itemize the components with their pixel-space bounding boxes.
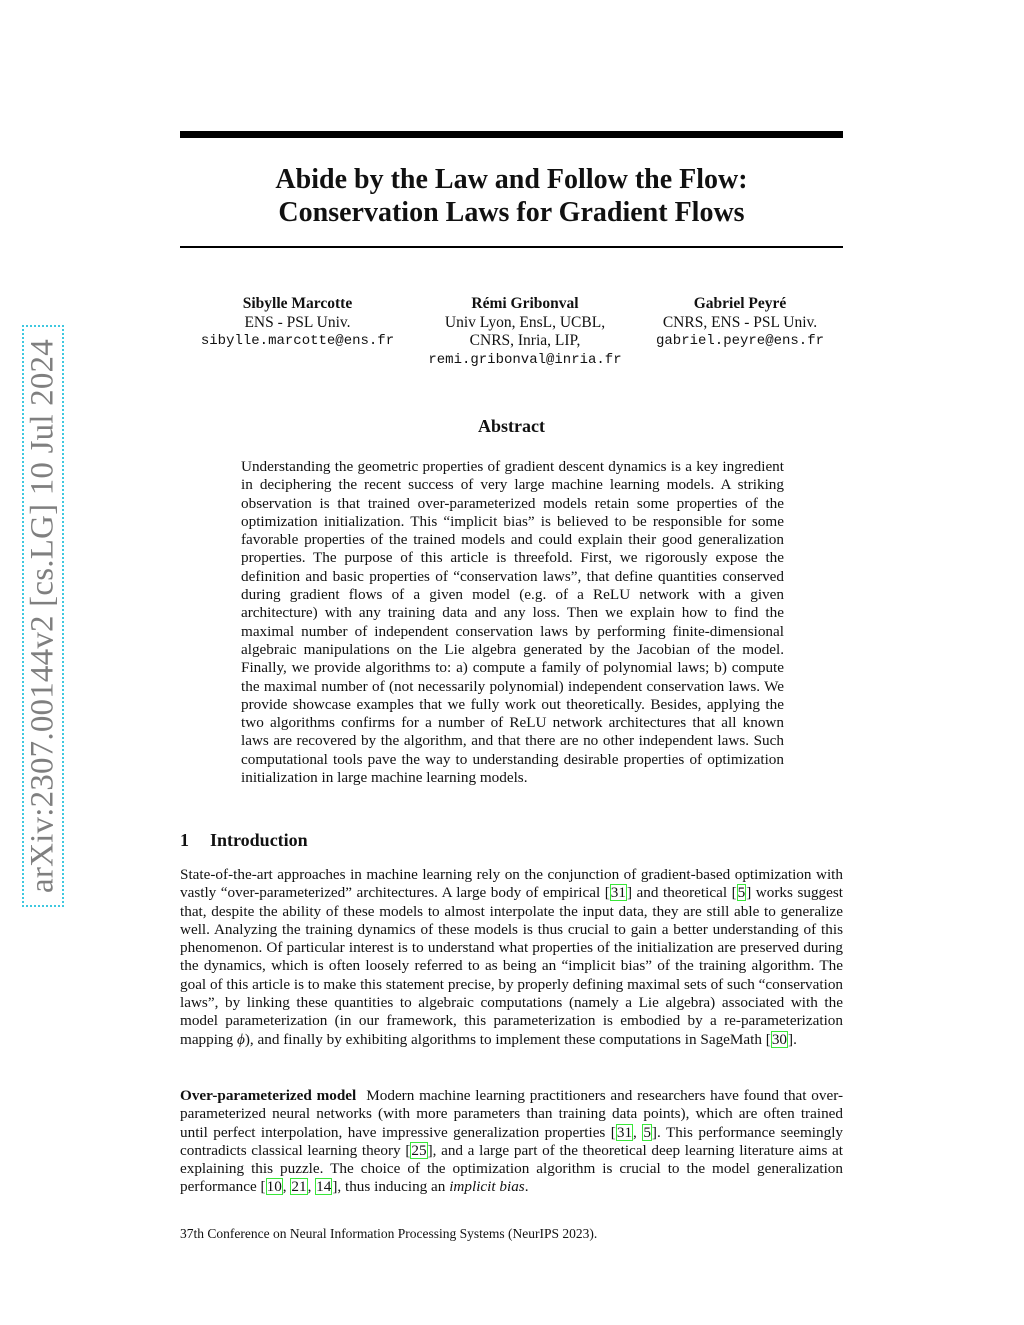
author-email[interactable]: remi.gribonval@inria.fr	[428, 351, 622, 368]
author-affiliation: CNRS, ENS - PSL Univ.	[662, 313, 818, 331]
conference-footer: 37th Conference on Neural Information Processing Systems (NeurIPS 2023).	[180, 1226, 598, 1241]
title-line-2: Conservation Laws for Gradient Flows	[278, 197, 745, 228]
citation-link[interactable]: 5	[737, 884, 746, 902]
emphasis: implicit bias	[449, 1178, 525, 1196]
citation-link[interactable]: 31	[616, 1123, 633, 1141]
section-heading	[180, 830, 308, 851]
arxiv-stamp	[22, 325, 64, 907]
title-line-1: Abide by the Law and Follow the Flow:	[275, 164, 748, 195]
paper-title	[180, 163, 843, 229]
title-top-rule	[180, 131, 843, 138]
author-name: Rémi Gribonval	[471, 295, 579, 312]
arxiv-stamp-text: arXiv:2307.00144v2 [cs.LG] 10 Jul 2024	[24, 339, 61, 893]
author-name: Sibylle Marcotte	[242, 295, 353, 312]
author-email[interactable]: sibylle.marcotte@ens.fr	[200, 333, 395, 349]
citation-link[interactable]: 21	[291, 1178, 307, 1196]
citation-link[interactable]: 10	[266, 1178, 282, 1196]
author-affiliation: Univ Lyon, EnsL, UCBL,	[444, 313, 606, 331]
abstract-heading: Abstract	[478, 416, 545, 436]
author-block-2	[415, 295, 635, 369]
section-number: 1	[180, 830, 189, 850]
citation-link[interactable]: 14	[316, 1178, 332, 1196]
citation-link[interactable]: 30	[771, 1030, 788, 1048]
section-title: Introduction	[210, 830, 308, 850]
citation-link[interactable]: 31	[610, 884, 626, 902]
author-affiliation: CNRS, Inria, LIP,	[469, 332, 581, 349]
paragraph-heading: Over-parameterized model	[180, 1087, 357, 1104]
title-bottom-rule	[180, 246, 843, 248]
overparam-paragraph: Over-parameterized model Modern machine learning practitioners and researchers have found that over-parameterized neural networks (with more parameters than training data points), which are often trained until perfect interpolation, have impressive generalization properties [31, 5]. This performance seemingly contradicts classical learning theory [25], and a large part of the theoretical deep learning literature aims at explaining this puzzle. The choice of the optimization algorithm is crucial to the model generalization performance [10, 21, 14], thus inducing an implicit bias.	[180, 1087, 844, 1196]
citation-link[interactable]: 5	[643, 1123, 651, 1141]
abstract-text: Understanding the geometric properties of gradient descent dynamics is a key ingredient in deciphering the recent success of very large machine learning models. A striking observation is that trained over-parameterized models retain some properties of the optimization initialization. This “implicit bias” is believed to be responsible for some favorable properties of the trained models and could explain their good generalization properties. The purpose of this article is threefold. First, we rigorously expose the definition and basic properties of “conservation laws”, that define quantities conserved during gradient flows of a given model (e.g. of a ReLU network with a given architecture) with any training data and any loss. Then we explain how to find the maximal number of independent conservation laws by performing finite-dimensional algebraic manipulations on the Lie algebra generated by the Jacobian of the model. Finally, we provide algorithms to: a) compute a family of polynomial laws; b) compute the maximal number of (not necessarily polynomial) independent conservation laws. We provide showcase examples that we fully work out theoretically. Besides, applying the two algorithms confirms for a number of ReLU network architectures that all known laws are recovered by the algorithm, and that there are no other independent laws. Such computational tools pave the way to understanding desirable properties of optimization initialization in large machine learning models.	[241, 458, 784, 787]
citation-link[interactable]: 25	[411, 1141, 427, 1159]
author-name: Gabriel Peyré	[693, 295, 787, 312]
author-block-1	[190, 295, 405, 351]
phi-symbol: ϕ	[236, 1030, 245, 1048]
author-affiliation: ENS - PSL Univ.	[244, 313, 351, 331]
author-email[interactable]: gabriel.peyre@ens.fr	[655, 333, 825, 349]
author-block-3	[640, 295, 840, 351]
intro-paragraph: State-of-the-art approaches in machine learning rely on the conjunction of gradient-based optimization with vastly “over-parameterized” architectures. A large body of empirical [31] and theoretical [5] works suggest that, despite the ability of these models to almost interpolate the input data, they are still able to generalize well. Analyzing the training dynamics of these models is thus crucial to gain a better understanding of this phenomenon. Of particular interest is to understand what properties of the initialization are preserved during the dynamics, which is often loosely referred to as being an “implicit bias” of the training algorithm. The goal of this article is to make this statement precise, by properly defining maximal sets of such “conservation laws”, by linking these quantities to algebraic computations (namely a Lie algebra) associated with the model parameterization (in our framework, this parameterization is embodied by a re-parameterization mapping ϕ), and finally by exhibiting algorithms to implement these computations in SageMath [30].	[180, 866, 844, 1048]
